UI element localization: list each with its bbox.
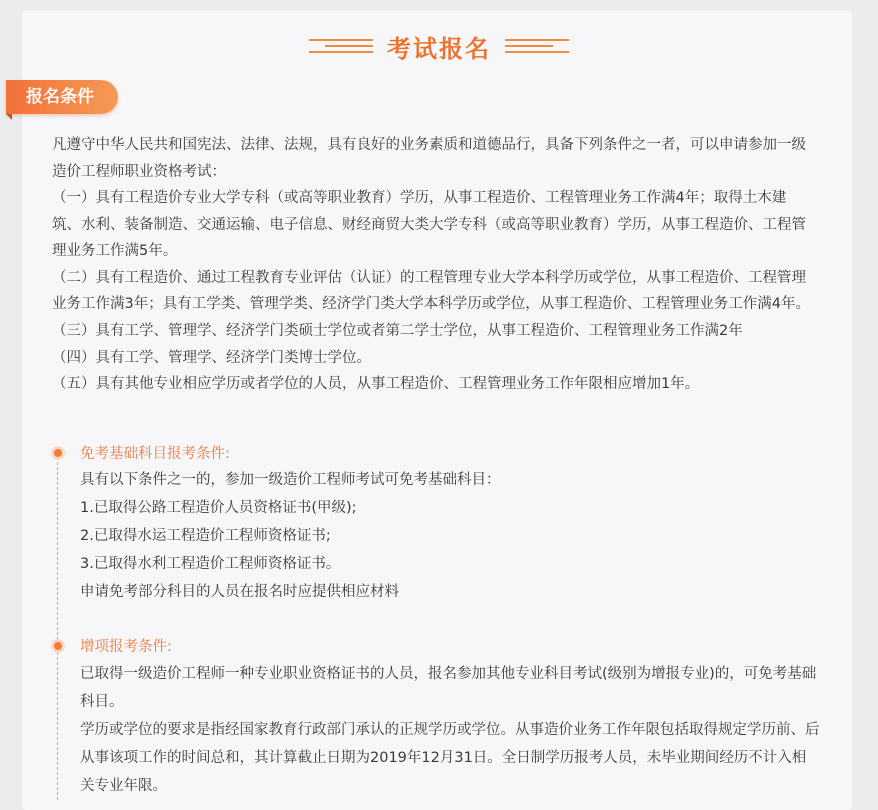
condition-list <box>52 185 812 398</box>
condition-item: （一）具有工程造价专业大学专科（或高等职业教育）学历，从事工程造价、工程管理业务工作满4年；取得土木建筑、水利、装备制造、交通运输、电子信息、财经商贸大类大学专科（或高等职业教育）学历，从事工程造价、工程管理业务工作满5年。 <box>52 190 806 260</box>
exempt-line: 3.已取得水利工程造价工程师资格证书。 <box>80 556 341 572</box>
timeline-dot-additional <box>54 642 62 650</box>
condition-item: （三）具有工学、管理学、经济学门类硕士学位或者第二学士学位，从事工程造价、工程管理业务工作满2年 <box>52 322 743 339</box>
section-tag: 报名条件 <box>6 80 118 114</box>
exempt-line: 申请免考部分科目的人员在报名时应提供相应材料 <box>80 584 399 600</box>
title-decoration-left <box>309 37 373 55</box>
title-row <box>0 26 878 66</box>
page-title: 考试报名 <box>387 34 491 63</box>
exempt-title: 免考基础科目报考条件: <box>80 446 230 462</box>
timeline-line <box>57 452 58 800</box>
exempt-line: 1.已取得公路工程造价人员资格证书(甲级); <box>80 500 357 516</box>
additional-title: 增项报考条件: <box>80 639 172 655</box>
exempt-body <box>80 466 820 606</box>
additional-line: 已取得一级造价工程师一种专业职业资格证书的人员，报名参加其他专业科目考试(级别为增报专业)的，可免考基础科目。 <box>80 666 817 710</box>
title-decoration-right <box>505 37 569 55</box>
intro-paragraph: 凡遵守中华人民共和国宪法、法律、法规，具有良好的业务素质和道德品行，具备下列条件之一者，可以申请参加一级造价工程师职业资格考试： <box>52 137 806 180</box>
exempt-line: 2.已取得水运工程造价工程师资格证书; <box>80 528 331 544</box>
additional-line: 学历或学位的要求是指经国家教育行政部门承认的正规学历或学位。从事造价业务工作年限包括取得规定学历前、后从事该项工作的时间总和，其计算截止日期为2019年12月31日。全日制学历报考人员，未毕业期间经历不计入相关专业年限。 <box>80 722 820 794</box>
additional-body <box>80 660 820 800</box>
condition-item: （四）具有工学、管理学、经济学门类博士学位。 <box>52 349 371 366</box>
timeline-dot-exempt <box>54 449 62 457</box>
condition-item: （二）具有工程造价、通过工程教育专业评估（认证）的工程管理专业大学本科学历或学位，从事工程造价、工程管理业务工作满3年；具有工学类、管理学类、经济学门类大学本科学历或学位，从事工程造价、工程管理业务工作满4年。 <box>52 269 810 313</box>
condition-item: （五）具有其他专业相应学历或者学位的人员，从事工程造价、工程管理业务工作年限相应增加1年。 <box>52 376 700 393</box>
exempt-line: 具有以下条件之一的，参加一级造价工程师考试可免考基础科目： <box>80 472 501 488</box>
